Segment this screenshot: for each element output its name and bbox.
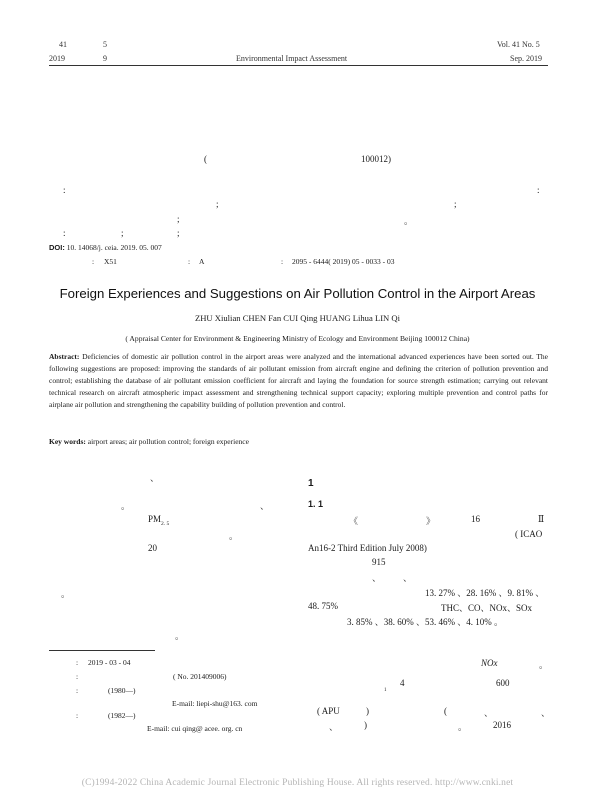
abstract-text: Deficiencies of domestic air pollution control in the airport areas were analyzed and the international advanced experiences have been sorted out. The following suggestions are proposed: improving the standards of air pollutant emission from aircraft engine and defining the criterion of pollution prevention and control; establishing the database of air pollutant emission coefficient for aircraft and laying the foundation for source strength estimation; carrying out relevant technical research on aircraft atmospheric impact assessment and strengthening technical support capacity; exploring multiple prevention and control paths for airplane air pollution and strengthening the capability building of pollution prevention and control. — [49, 352, 548, 409]
left-col-mark: 。 — [229, 531, 239, 541]
header-journal-name: Environmental Impact Assessment — [236, 54, 348, 63]
pm25-term — [148, 514, 169, 527]
english-affiliation: ( Appraisal Center for Environment & Engineering Ministry of Ecology and Environment Beijing 100012 China) — [125, 334, 470, 343]
article-number-colon: : — [281, 257, 284, 266]
number-915: 915 — [372, 557, 386, 567]
abstract-label: Abstract: — [49, 352, 80, 361]
volume-16: 16 — [471, 514, 480, 524]
roman-two: Ⅱ — [538, 514, 545, 524]
nox-term: NOx — [481, 658, 498, 668]
abstract-cn-colon: : — [63, 185, 66, 195]
abstract-cn-colon-right: : — [537, 185, 540, 195]
doc-code: A — [199, 257, 205, 266]
clc-number: X51 — [104, 257, 117, 266]
header-year-cn: 2019 — [49, 54, 65, 63]
book-title-close: 》 — [426, 516, 436, 526]
copyright-footer: (C)1994-2022 China Academic Journal Electronic Publishing House. All rights reserved. http://www.cnki.net — [81, 778, 514, 788]
header-month-cn: 9 — [103, 54, 107, 63]
author2-email: E-mail: cui qing@ acee. org. cn — [147, 724, 243, 733]
english-title: Foreign Experiences and Suggestions on Air Pollution Control in the Airport Areas — [59, 286, 536, 301]
keywords-cn-semicolon: ; — [177, 228, 180, 238]
percentages-line-2: 3. 85% 、38. 60% 、53. 46% 、4. 10% 。 — [347, 617, 503, 627]
percentage-4: 48. 75% — [308, 601, 338, 611]
enum-mark: 、 — [403, 573, 413, 583]
pm-subscript: 2. 5 — [161, 520, 170, 527]
enum-mark: 、 — [484, 708, 494, 718]
footnote-marker: 1 — [384, 688, 387, 693]
header-volume-cn: 41 — [59, 40, 67, 49]
header-date-en: Sep. 2019 — [510, 54, 542, 63]
book-title-open: 《 — [349, 516, 359, 526]
english-keywords — [49, 437, 249, 446]
english-abstract — [49, 351, 548, 411]
number-4: 4 — [400, 678, 405, 688]
english-authors: ZHU Xiulian CHEN Fan CUI Qing HUANG Lihua LIN Qi — [194, 313, 401, 323]
sentence-period: 。 — [458, 722, 468, 732]
icao-open: ( ICAO — [515, 529, 543, 539]
number-600: 600 — [496, 678, 510, 688]
header-issue-cn: 5 — [103, 40, 107, 49]
left-col-mark: 。 — [175, 631, 185, 641]
paren-close: ) — [364, 720, 367, 730]
keywords-text: airport areas; air pollution control; foreign experience — [85, 437, 249, 446]
year-2016: 2016 — [493, 720, 511, 730]
clc-colon: : — [92, 257, 95, 266]
doi-label: DOI: — [49, 243, 65, 252]
enum-mark: 、 — [372, 573, 382, 583]
abstract-cn-semicolon: ; — [454, 199, 457, 209]
keywords-cn-semicolon: ; — [121, 228, 124, 238]
author2-birth-year: (1982—) — [108, 711, 136, 720]
keywords-label: Key words: — [49, 437, 86, 446]
affiliation-paren: ( — [204, 154, 207, 164]
left-col-mark: 、 — [150, 473, 160, 483]
pm-base: PM — [148, 514, 162, 524]
header-volume-en: Vol. 41 No. 5 — [497, 40, 540, 49]
affiliation-postcode: 100012) — [361, 154, 391, 164]
apu-close: ) — [366, 706, 369, 716]
author1-birth-year: (1980—) — [108, 686, 136, 695]
header-rule — [49, 65, 548, 66]
abstract-cn-semicolon: ; — [216, 199, 219, 209]
doi-line — [49, 243, 162, 252]
left-col-mark: 。 — [61, 589, 71, 599]
annex-edition: An16-2 Third Edition July 2008) — [308, 543, 427, 553]
percentages-line-1: 13. 27% 、28. 16% 、9. 81% 、 — [425, 588, 545, 598]
sentence-period: 。 — [539, 660, 549, 670]
received-colon: : — [76, 658, 79, 667]
apu-open: ( APU — [317, 706, 340, 716]
abstract-cn-period: 。 — [404, 216, 414, 226]
fund-colon: : — [76, 672, 79, 681]
doi-value: 10. 14068/j. ceia. 2019. 05. 007 — [66, 243, 162, 252]
keywords-cn-colon: : — [63, 228, 66, 238]
section-number: 1 — [308, 478, 314, 489]
pollutant-list: THC、CO、NOx、SOx — [441, 603, 533, 613]
author2-colon: : — [76, 711, 79, 720]
received-date: 2019 - 03 - 04 — [88, 658, 131, 667]
article-number: 2095 - 6444( 2019) 05 - 0033 - 03 — [292, 257, 395, 266]
paren-open: ( — [444, 706, 447, 716]
footnote-rule — [49, 650, 155, 651]
fund-number: ( No. 201409006) — [173, 672, 227, 681]
subsection-number: 1. 1 — [308, 499, 324, 509]
doc-code-colon: : — [188, 257, 191, 266]
author1-email: E-mail: liepi-shu@163. com — [172, 699, 258, 708]
author1-colon: : — [76, 686, 79, 695]
left-col-mark: 。 — [121, 501, 131, 511]
left-col-number: 20 — [148, 543, 157, 553]
enum-mark: 、 — [541, 708, 551, 718]
abstract-cn-semicolon: ; — [177, 214, 180, 224]
left-col-mark: 、 — [260, 501, 270, 511]
enum-mark: 、 — [329, 722, 339, 732]
